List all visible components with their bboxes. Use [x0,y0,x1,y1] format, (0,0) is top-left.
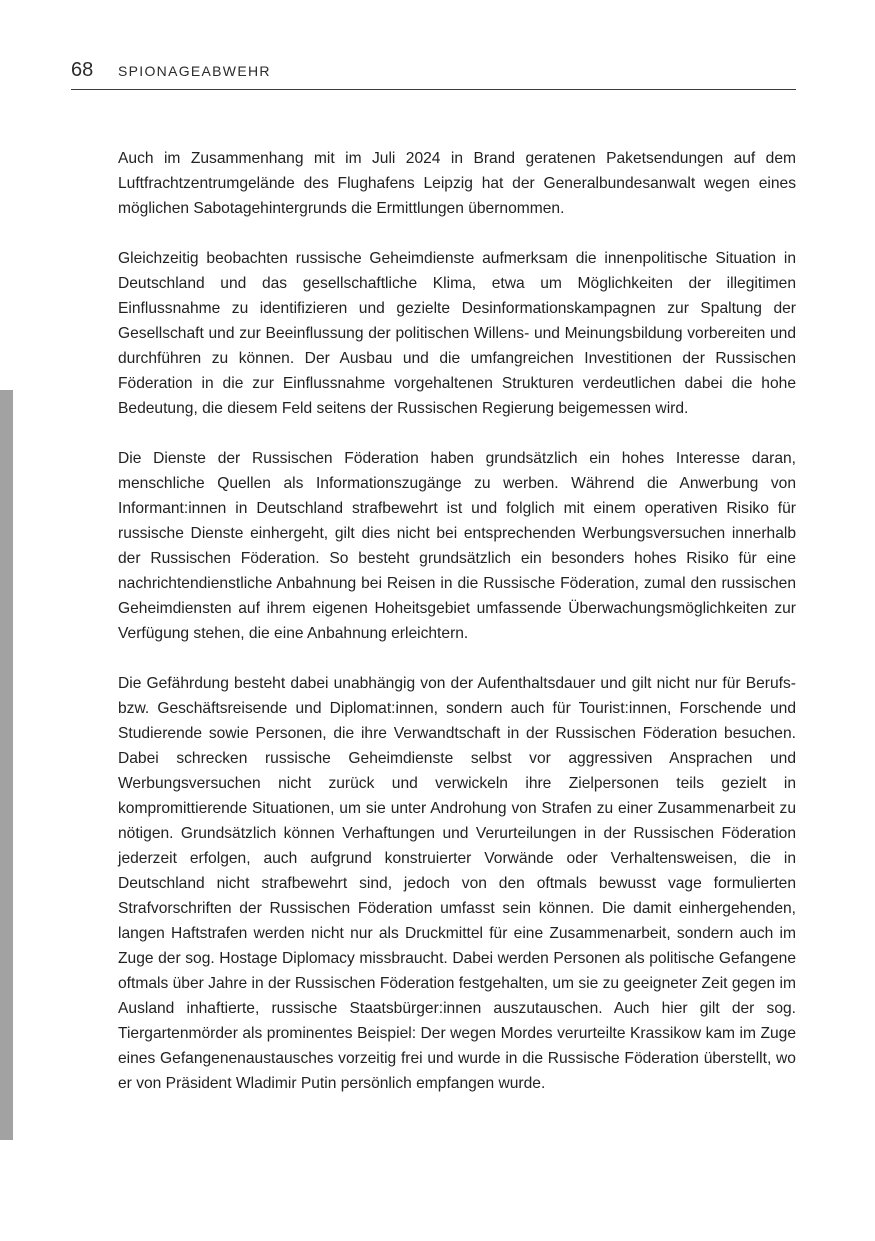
running-header [71,56,796,90]
paragraph-sabotage-leipzig: Auch im Zusammenhang mit im Juli 2024 in Brand geratenen Paketsendungen auf dem Luftfrachtzentrumgelände des Flughafens Leipzig hat der Generalbundesanwalt wegen eines möglichen Sabotagehintergrunds die Ermittlungen übernommen. [118,150,796,217]
section-title: SPIONAGEABWEHR [118,63,271,79]
page-number: 68 [71,59,94,81]
paragraph-human-sources: Die Dienste der Russischen Föderation haben grundsätzlich ein hohes Interesse daran, menschliche Quellen als Informationszugänge zu werben. Während die Anwerbung von Informant:innen in Deutschland strafbewehrt ist und folglich mit einem operativen Risiko für russische Dienste einhergeht, gilt dies nicht bei entsprechenden Werbungsversuchen innerhalb der Russischen Föderation. So besteht grundsätzlich ein besonders hohes Risiko für eine nachrichtendienstliche Anbahnung bei Reisen in die Russische Föderation, zumal den russischen Geheimdiensten auf ihrem eigenen Hoheitsgebiet umfassende Überwachungsmöglichkeiten zur Verfügung stehen, die eine Anbahnung erleichtern. [118,450,796,642]
paragraph-influence-operations: Gleichzeitig beobachten russische Geheimdienste aufmerksam die innenpolitische Situation in Deutschland und das gesellschaftliche Klima, etwa um Möglichkeiten der illegitimen Einflussnahme zu identifizieren und gezielte Desinformationskampagnen zur Spaltung der Gesellschaft und zur Beeinflussung der politischen Willens- und Meinungsbildung vorbereiten und durchführen zu können. Der Ausbau und die umfangreichen Investitionen der Russischen Föderation in die zur Einflussnahme vorgehaltenen Strukturen verdeutlichen dabei die hohe Bedeutung, die diesem Feld seitens der Russischen Regierung beigemessen wird. [118,250,796,417]
paragraph-travel-risk: Die Gefährdung besteht dabei unabhängig von der Aufenthaltsdauer und gilt nicht nur für Berufs- bzw. Geschäftsreisende und Diplomat:innen, sondern auch für Tourist:innen, Forschende und Studierende sowie Personen, die ihre Verwandtschaft in der Russischen Föderation besuchen. Dabei schrecken russische Geheimdienste selbst vor aggressiven Ansprachen und Werbungsversuchen nicht zurück und verwickeln ihre Zielpersonen teils gezielt in kompromittierende Situationen, um sie unter Androhung von Strafen zu einer Zusammenarbeit zu nötigen. Grundsätzlich können Verhaftungen und Verurteilungen in der Russischen Föderation jederzeit erfolgen, auch aufgrund konstruierter Vorwände oder Verhaltensweisen, die in Deutschland nicht strafbewehrt sind, jedoch von den oftmals bewusst vage formulierten Strafvorschriften der Russischen Föderation umfasst sein können. Die damit einhergehenden, langen Haftstrafen werden nicht nur als Druckmittel für eine Zusammenarbeit, sondern auch im Zuge der sog. Hostage Diplomacy missbraucht. Dabei werden Personen als politische Gefangene oftmals über Jahre in der Russischen Föderation festgehalten, um sie zu geeigneter Zeit gegen im Ausland inhaftierte, russische Staatsbürger:innen auszutauschen. Auch hier gilt der sog. Tiergartenmörder als prominentes Beispiel: Der wegen Mordes verurteilte Krassikow kam im Zuge eines Gefangenenaustausches vorzeitig frei und wurde in die Russische Föderation überstellt, wo er von Präsident Wladimir Putin persönlich empfangen wurde. [118,675,796,1092]
body-text [118,146,796,1121]
chapter-side-tab [0,390,13,1140]
